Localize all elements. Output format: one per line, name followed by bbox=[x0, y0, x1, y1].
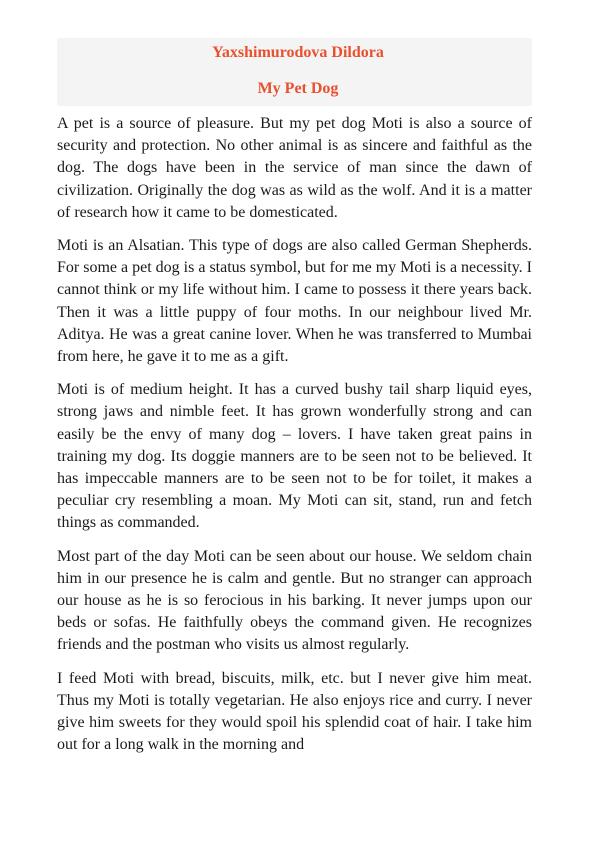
document-title: My Pet Dog bbox=[257, 80, 339, 97]
author-name: Yaxshimurodova Dildora bbox=[212, 44, 384, 61]
paragraph-2: Moti is an Alsatian. This type of dogs are also called German Shepherds. For some a pet dog is a status symbol, but for me my Moti is a necessity. I cannot think or my life without him. I came to possess it there years back. Then it was a little puppy of four moths. In our neighbour lived Mr. Aditya. He was a great canine lover. When he was transferred to Mumbai from here, he gave it to me as a gift. bbox=[57, 237, 532, 366]
paragraph-1: A pet is a source of pleasure. But my pet dog Moti is also a source of security and protection. No other animal is as sincere and faithful as the dog. The dogs have been in the service of man since the dawn of civilization. Originally the dog was as wild as the wolf. And it is a matter of research how it came to be domesticated. bbox=[57, 115, 532, 221]
paragraph-5: I feed Moti with bread, biscuits, milk, etc. but I never give him meat. Thus my Moti is totally vegetarian. He also enjoys rice and curry. I never give him sweets for they would spoil his splendid coat of hair. I take him out for a long walk in the morning and bbox=[57, 669, 532, 754]
document-body bbox=[57, 113, 532, 767]
paragraph-3: Moti is of medium height. It has a curved bushy tail sharp liquid eyes, strong jaws and nimble feet. It has grown wonderfully strong and can easily be the envy of many dog – lovers. I have taken great pains in training my dog. Its doggie manners are to be seen not to be believed. It has impeccable manners are to be seen not to be for toilet, it makes a peculiar cry resembling a moan. My Moti can sit, stand, run and fetch things as commanded. bbox=[57, 381, 532, 532]
paragraph-4: Most part of the day Moti can be seen about our house. We seldom chain him in our presence he is calm and gentle. But no stranger can approach our house as he is so ferocious in his barking. It never jumps upon our beds or sofas. He faithfully obeys the command given. He recognizes friends and the postman who visits us almost regularly. bbox=[57, 547, 532, 654]
